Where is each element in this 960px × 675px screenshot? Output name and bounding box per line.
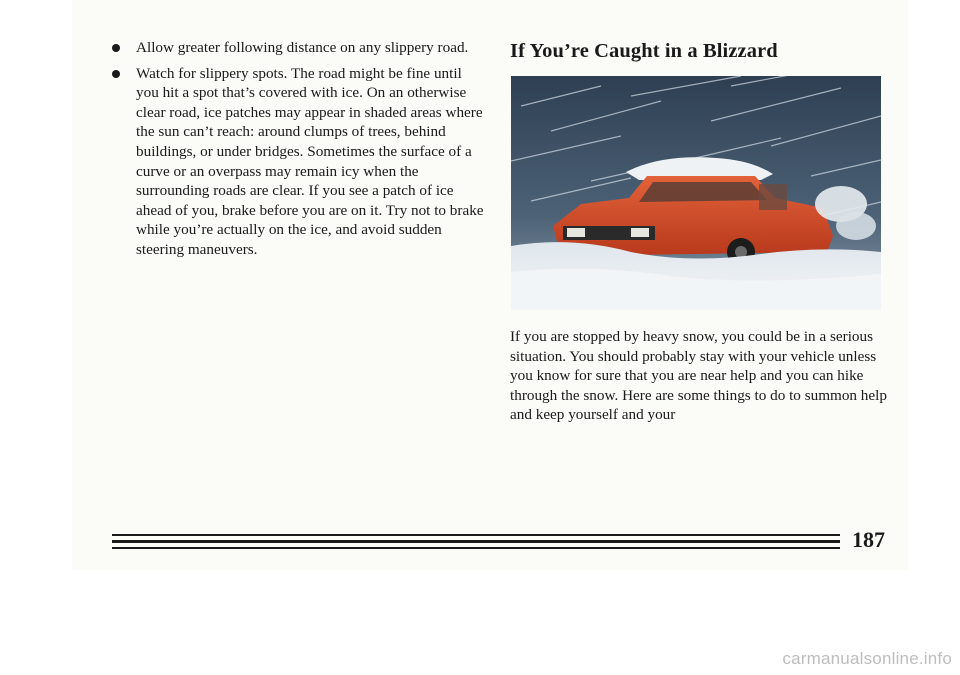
bullet-text: Watch for slippery spots. The road might be fine until you hit a spot that’s covered with ice. On an otherwise clear road, ice patches may appear in shaded areas where the sun can’t reach: around clumps of trees, behind buildings, or under bridges. Sometimes the surface of a curve or an overpass may remain icy when the surrounding roads are clear. If you see a patch of ice ahead of you, brake before you are on it. Try not to brake while you’re actually on the ice, and avoid sudden steering maneuvers. xyxy=(136,64,484,258)
blizzard-paragraph: If you are stopped by heavy snow, you could be in a serious situation. You should probably stay with your vehicle unless you know for sure that you are near help and you can hike through the snow. Here are some things to do to summon help and keep yourself and your xyxy=(510,328,887,424)
bullet-icon xyxy=(112,44,120,52)
footer-rule xyxy=(112,547,840,549)
footer-rule xyxy=(112,534,840,536)
bullet-item-following-distance xyxy=(112,38,484,58)
left-column xyxy=(112,38,484,266)
section-heading: If You’re Caught in a Blizzard xyxy=(510,40,778,62)
bullet-item-slippery-spots xyxy=(112,64,484,260)
car-in-blizzard-icon xyxy=(511,76,881,310)
bullet-text: Allow greater following distance on any slippery road. xyxy=(136,39,469,56)
footer-rule xyxy=(112,540,840,543)
car-in-blizzard-illustration xyxy=(511,76,881,310)
right-column xyxy=(510,38,882,76)
page-number: 187 xyxy=(852,527,885,552)
bullet-icon xyxy=(112,70,120,78)
watermark: carmanualsonline.info xyxy=(782,649,952,668)
